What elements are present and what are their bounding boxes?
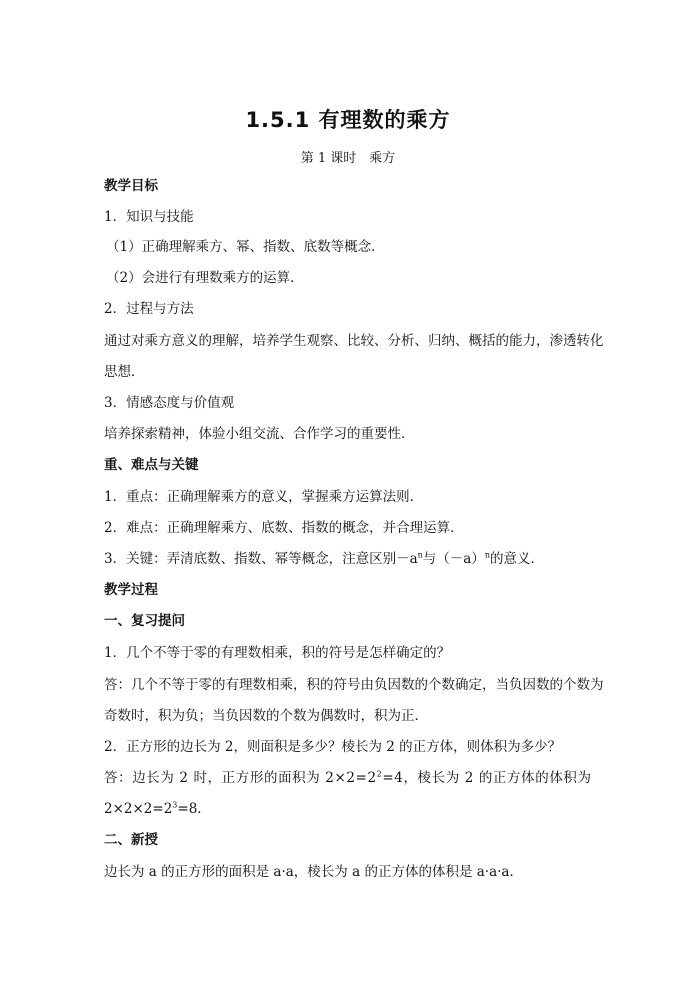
answer-2-line-1-pre: 答：边长为 2 时，正方形的面积为 2×2=2 — [104, 770, 377, 786]
knowledge-item-1: （1）正确理解乘方、幂、指数、底数等概念． — [106, 239, 385, 255]
knowledge-item-2: （2）会进行有理数乘方的运算． — [106, 270, 304, 286]
review-heading: 一、复习提问 — [104, 613, 185, 629]
keypoint-3-pre: 3．关键：弄清底数、指数、幂等概念，注意区别－a — [104, 551, 418, 567]
answer-2-line-2-pre: 2×2×2=2 — [104, 801, 173, 817]
keypoint-3-mid: 与（－a） — [422, 551, 485, 567]
process-method-text-1: 通过对乘方意义的理解，培养学生观察、比较、分析、归纳、概括的能力，渗透转化 — [104, 333, 604, 349]
question-2: 2．正方形的边长为 2，则面积是多少？棱长为 2 的正方体，则体积为多少？ — [104, 739, 562, 755]
attitude-heading: 3．情感态度与价值观 — [104, 395, 235, 411]
new-lesson-text: 边长为 a 的正方形的面积是 a·a，棱长为 a 的正方体的体积是 a·a·a． — [104, 864, 523, 880]
keypoint-2: 2．难点：正确理解乘方、底数、指数的概念，并合理运算． — [104, 520, 464, 536]
answer-2-line-1 — [104, 768, 624, 788]
new-lesson-heading: 二、新授 — [104, 832, 158, 848]
page-title: 1.5.1 有理数的乘方 — [245, 108, 451, 132]
keypoint-3-sup-2: n — [484, 550, 491, 560]
keypoints-heading: 重、难点与关键 — [104, 457, 199, 473]
objectives-heading: 教学目标 — [104, 178, 158, 194]
answer-2-line-2-post: =8． — [177, 801, 211, 817]
knowledge-heading: 1．知识与技能 — [104, 209, 194, 225]
attitude-text: 培养探索精神，体验小组交流、合作学习的重要性． — [104, 426, 415, 442]
answer-1-line-1: 答：几个不等于零的有理数相乘，积的符号由负因数的个数确定，当负因数的个数为 — [104, 677, 604, 693]
keypoint-3-sup-1: n — [417, 550, 423, 560]
question-1: 1．几个不等于零的有理数相乘，积的符号是怎样确定的？ — [104, 645, 451, 661]
answer-2-line-1-sup: 2 — [376, 769, 383, 779]
answer-2-line-2-sup: 3 — [172, 800, 178, 810]
keypoint-3 — [104, 549, 624, 569]
process-method-heading: 2．过程与方法 — [104, 301, 194, 317]
keypoint-3-post: 的意义． — [490, 551, 545, 567]
answer-2-line-2 — [104, 799, 624, 819]
answer-2-line-1-post: =4，棱长为 2 的正方体的体积为 — [382, 770, 592, 786]
keypoint-1: 1．重点：正确理解乘方的意义，掌握乘方运算法则． — [104, 489, 424, 505]
page-subtitle: 第 1 课时 乘方 — [300, 151, 396, 166]
process-method-text-2: 思想． — [104, 364, 145, 380]
teaching-process-heading: 教学过程 — [104, 582, 158, 598]
answer-1-line-2: 奇数时，积为负；当负因数的个数为偶数时，积为正． — [104, 708, 428, 724]
